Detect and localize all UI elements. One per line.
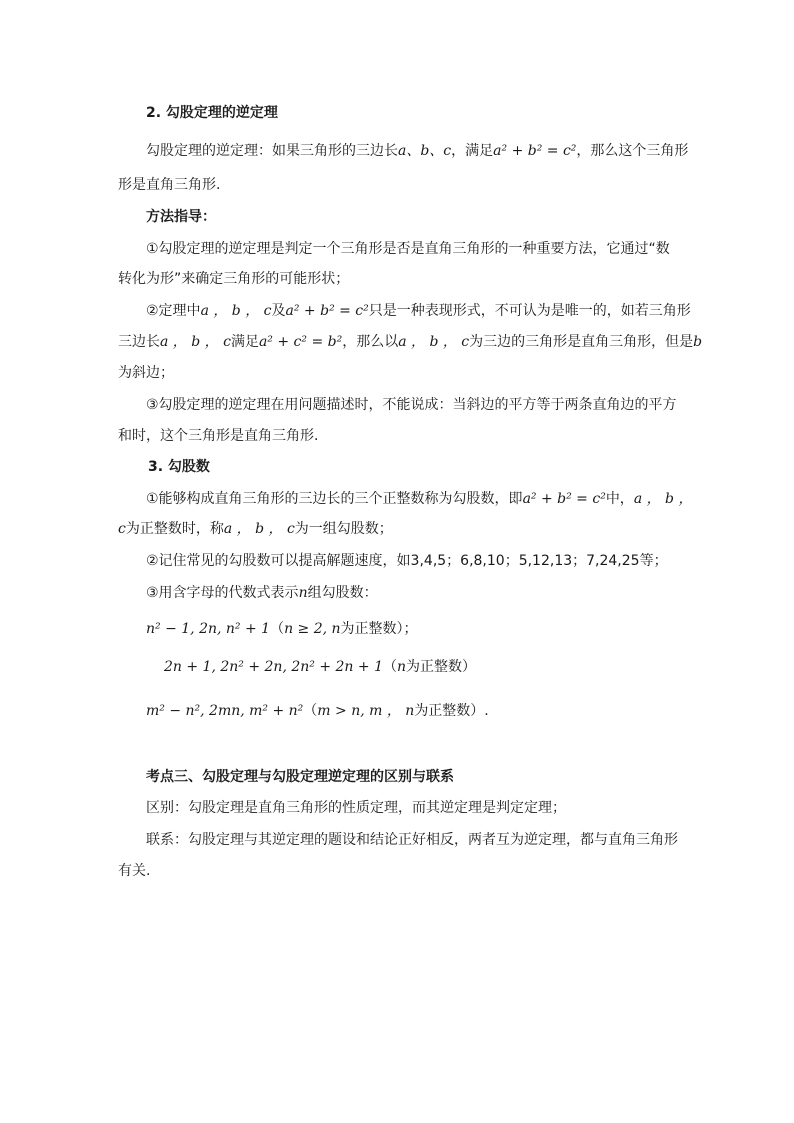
- triples-definition-line-1: [146, 490, 692, 508]
- math-vars: a ， b ， c: [160, 334, 231, 350]
- text: ③用含字母的代数式表示: [146, 585, 299, 601]
- text: （: [382, 659, 397, 675]
- triple-formula-2: [164, 658, 476, 676]
- text: ②定理中: [146, 303, 201, 319]
- text: ，满足: [451, 143, 494, 159]
- math-vars: a ， b ， c: [398, 334, 470, 350]
- method-2-line-1: [146, 302, 691, 320]
- math-formula: a² + b² = c²: [522, 491, 606, 507]
- text: 为正整数）.: [414, 703, 489, 719]
- method-3-line-1: ③勾股定理的逆定理在用问题描述时，不能说成：当斜边的平方等于两条直角边的平方: [146, 397, 677, 413]
- text: ，那么以: [342, 334, 399, 350]
- section-heading-pythagorean-triples: 3. 勾股数: [148, 459, 210, 475]
- relation-line-2: 有关.: [118, 863, 151, 879]
- text: 满足: [230, 334, 259, 350]
- method-2-line-2: [118, 333, 702, 351]
- section-heading-difference-relation: 考点三、勾股定理与勾股定理逆定理的区别与联系: [146, 769, 454, 785]
- method-1-line-2: 转化为形”来确定三角形的可能形状；: [118, 271, 350, 287]
- math-formula: 2n + 1, 2n² + 2n, 2n² + 2n + 1: [164, 659, 383, 675]
- math-vars: a、b、c: [398, 143, 452, 159]
- math-var: c: [118, 521, 126, 537]
- method-3-line-2: 和时，这个三角形是直角三角形.: [118, 428, 319, 444]
- difference-line: 区别：勾股定理是直角三角形的性质定理，而其逆定理是判定定理；: [146, 800, 566, 816]
- text: ①能够构成直角三角形的三边长的三个正整数称为勾股数，即: [146, 491, 523, 507]
- text: 只是一种表现形式，不可认为是唯一的，如若三角形: [368, 303, 691, 319]
- math-formula: n² − 1, 2n, n² + 1: [146, 621, 271, 637]
- text: 勾股定理的逆定理：如果三角形的三边长: [146, 143, 398, 159]
- common-triples-line: ②记住常见的勾股数可以提高解题速度，如3,4,5；6,8,10；5,12,13；7,24,25等；: [146, 553, 668, 569]
- math-formula: m² − n², 2mn, m² + n²: [146, 703, 304, 719]
- math-formula: a² + b² = c²: [285, 303, 369, 319]
- math-var: n: [298, 585, 308, 601]
- text: 为正整数）；: [340, 621, 418, 637]
- method-1-line-1: ①勾股定理的逆定理是判定一个三角形是否是直角三角形的一种重要方法，它通过“数: [146, 241, 670, 257]
- relation-line-1: 联系：勾股定理与其逆定理的题设和结论正好相反，两者互为逆定理，都与直角三角形: [146, 832, 678, 848]
- triples-definition-line-2: [118, 520, 393, 538]
- math-condition: n: [396, 659, 407, 675]
- math-vars: a ， b ， c: [200, 303, 272, 319]
- text: 为三边的三角形是直角三角形，但是: [469, 334, 694, 350]
- math-condition: n ≥ 2, n: [284, 621, 341, 637]
- text: 为正整数）: [406, 659, 477, 675]
- method-heading: 方法指导：: [146, 209, 216, 225]
- math-condition: m > n, m ， n: [317, 703, 415, 719]
- math-formula: a² + c² = b²: [258, 334, 343, 350]
- method-2-line-3: 为斜边；: [118, 365, 174, 381]
- text: 组勾股数：: [307, 585, 378, 601]
- text: 及: [271, 303, 286, 319]
- converse-definition-line-2: 形是直角三角形.: [118, 177, 221, 193]
- math-var: b: [693, 334, 703, 350]
- text: 中，: [605, 491, 634, 507]
- converse-definition-line-1: [146, 142, 688, 160]
- section-heading-converse: 2. 勾股定理的逆定理: [146, 105, 278, 121]
- text: （: [303, 703, 318, 719]
- algebraic-triples-intro: [146, 584, 378, 602]
- math-vars: a ， b ， c: [223, 521, 295, 537]
- text: 为正整数时，称: [125, 521, 224, 537]
- triple-formula-3: [146, 702, 489, 720]
- text: 为一组勾股数；: [294, 521, 393, 537]
- math-formula: a² + b² = c²: [493, 143, 577, 159]
- triple-formula-1: [146, 620, 418, 638]
- text: 三边长: [118, 334, 160, 350]
- text: （: [270, 621, 285, 637]
- text: ，那么这个三角形: [576, 143, 689, 159]
- math-vars: a ， b ，: [633, 491, 693, 507]
